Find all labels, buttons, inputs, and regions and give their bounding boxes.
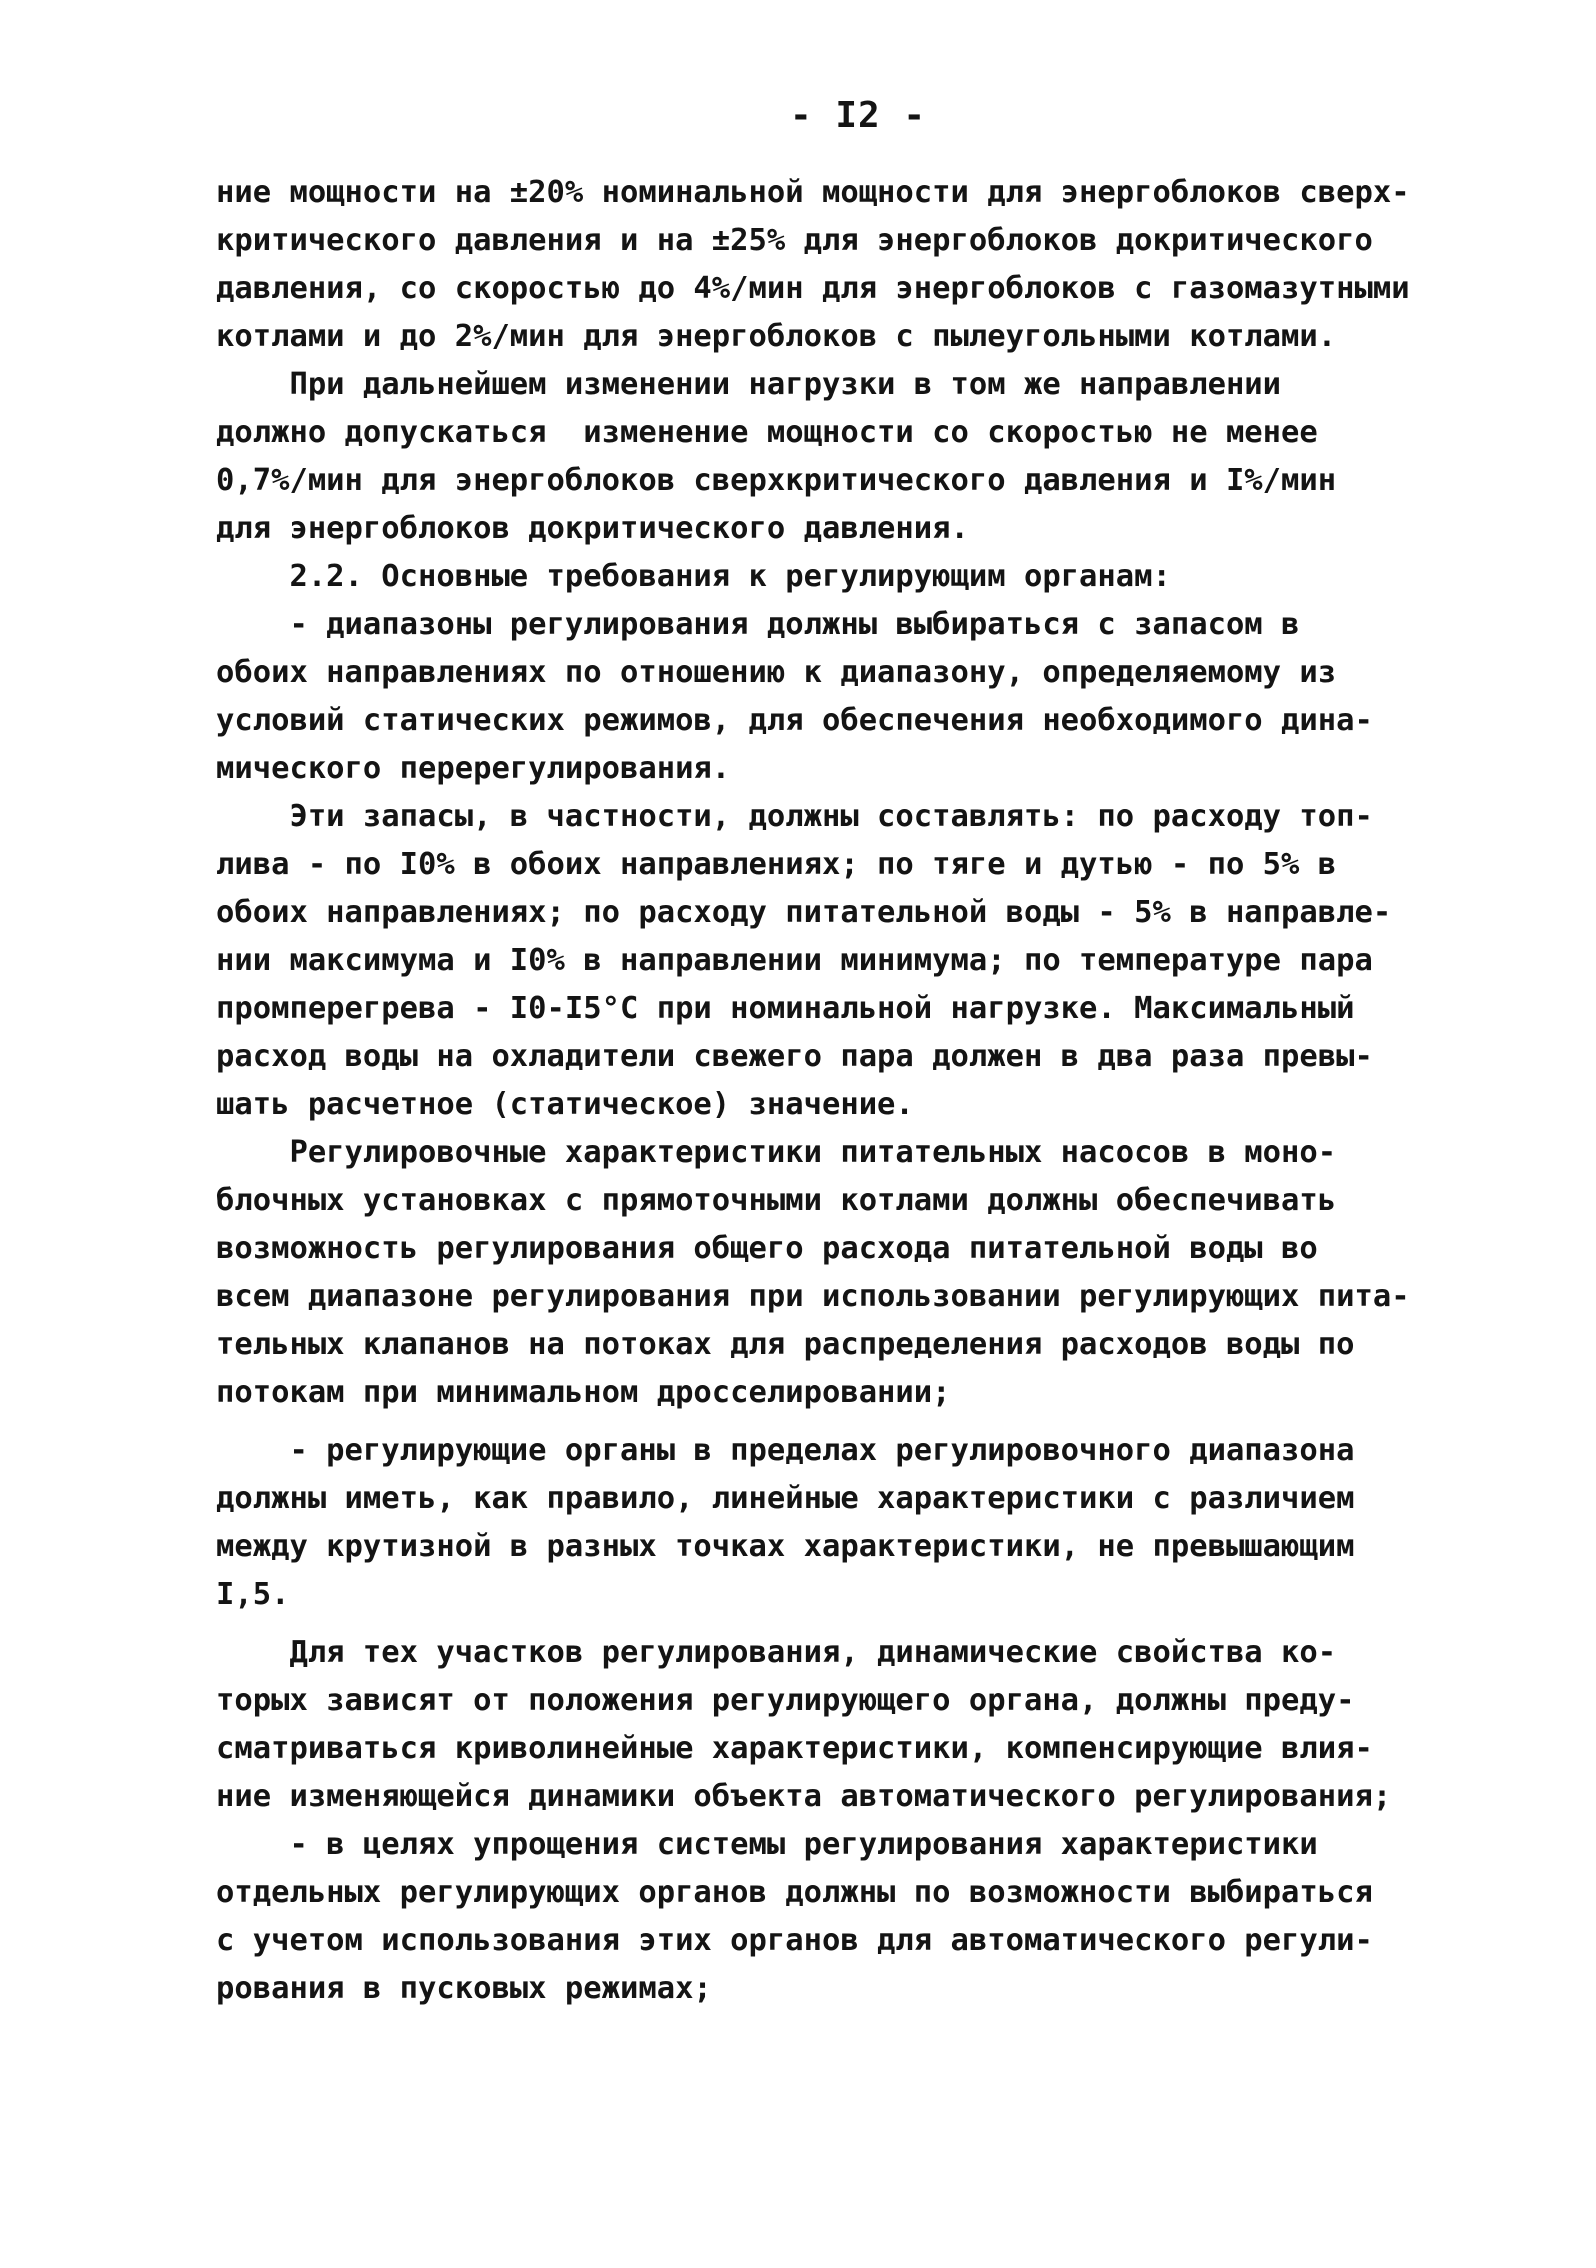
text-line: обоих направлениях; по расходу питательной воды - 5% в направле- — [216, 895, 1392, 930]
text-line: расход воды на охладители свежего пара должен в два раза превы- — [216, 1039, 1373, 1074]
text-line: должно допускаться изменение мощности со скоростью не менее — [216, 415, 1318, 450]
text-line: торых зависят от положения регулирующего органа, должны преду- — [216, 1683, 1355, 1718]
text-line: должны иметь, как правило, линейные характеристики с различием — [216, 1481, 1355, 1516]
text-line: ние мощности на ±20% номинальной мощности для энергоблоков сверх- — [216, 175, 1410, 210]
text-line: всем диапазоне регулирования при использовании регулирующих пита- — [216, 1279, 1410, 1314]
text-line: с учетом использования этих органов для автоматического регули- — [216, 1923, 1373, 1958]
text-line: рования в пусковых режимах; — [216, 1971, 712, 2006]
text-line: нии максимума и I0% в направлении минимума; по температуре пара — [216, 943, 1373, 978]
text-line: ние изменяющейся динамики объекта автоматического регулирования; — [216, 1779, 1392, 1814]
text-line: обоих направлениях по отношению к диапазону, определяемому из — [216, 655, 1337, 690]
text-line: сматриваться криволинейные характеристики, компенсирующие влия- — [216, 1731, 1373, 1766]
text-line: возможность регулирования общего расхода питательной воды во — [216, 1231, 1318, 1266]
text-line: - диапазоны регулирования должны выбираться с запасом в — [216, 607, 1300, 642]
text-line: критического давления и на ±25% для энергоблоков докритического — [216, 223, 1373, 258]
text-line: давления, со скоростью до 4%/мин для энергоблоков с газомазутными — [216, 271, 1410, 306]
text-line: котлами и до 2%/мин для энергоблоков с пылеугольными котлами. — [216, 319, 1337, 354]
text-line: блочных установках с прямоточными котлами должны обеспечивать — [216, 1183, 1337, 1218]
text-line: между крутизной в разных точках характеристики, не превышающим — [216, 1529, 1355, 1564]
text-line: Для тех участков регулирования, динамические свойства ко- — [216, 1635, 1337, 1670]
text-line: Регулировочные характеристики питательных насосов в моно- — [216, 1135, 1337, 1170]
text-line: - регулирующие органы в пределах регулировочного диапазона — [216, 1433, 1355, 1468]
text-line: При дальнейшем изменении нагрузки в том же направлении — [216, 367, 1282, 402]
text-line: 0,7%/мин для энергоблоков сверхкритического давления и I%/мин — [216, 463, 1337, 498]
text-line: потокам при минимальном дросселировании; — [216, 1375, 951, 1410]
text-line: тельных клапанов на потоках для распределения расходов воды по — [216, 1327, 1355, 1362]
text-line: промперегрева - I0-I5°С при номинальной нагрузке. Максимальный — [216, 991, 1355, 1026]
text-line: - в целях упрощения системы регулирования характеристики — [216, 1827, 1318, 1862]
page-number: - I2 - — [790, 95, 927, 136]
section-heading: 2.2. Основные требования к регулирующим органам: — [216, 559, 1171, 594]
text-line: условий статических режимов, для обеспечения необходимого дина- — [216, 703, 1373, 738]
text-line: I,5. — [216, 1577, 290, 1612]
text-line: отдельных регулирующих органов должны по возможности выбираться — [216, 1875, 1373, 1910]
text-line: лива - по I0% в обоих направлениях; по тяге и дутью - по 5% в — [216, 847, 1337, 882]
text-line: шать расчетное (статическое) значение. — [216, 1087, 914, 1122]
text-line: мического перерегулирования. — [216, 751, 731, 786]
text-line: Эти запасы, в частности, должны составлять: по расходу топ- — [216, 799, 1373, 834]
text-line: для энергоблоков докритического давления. — [216, 511, 969, 546]
